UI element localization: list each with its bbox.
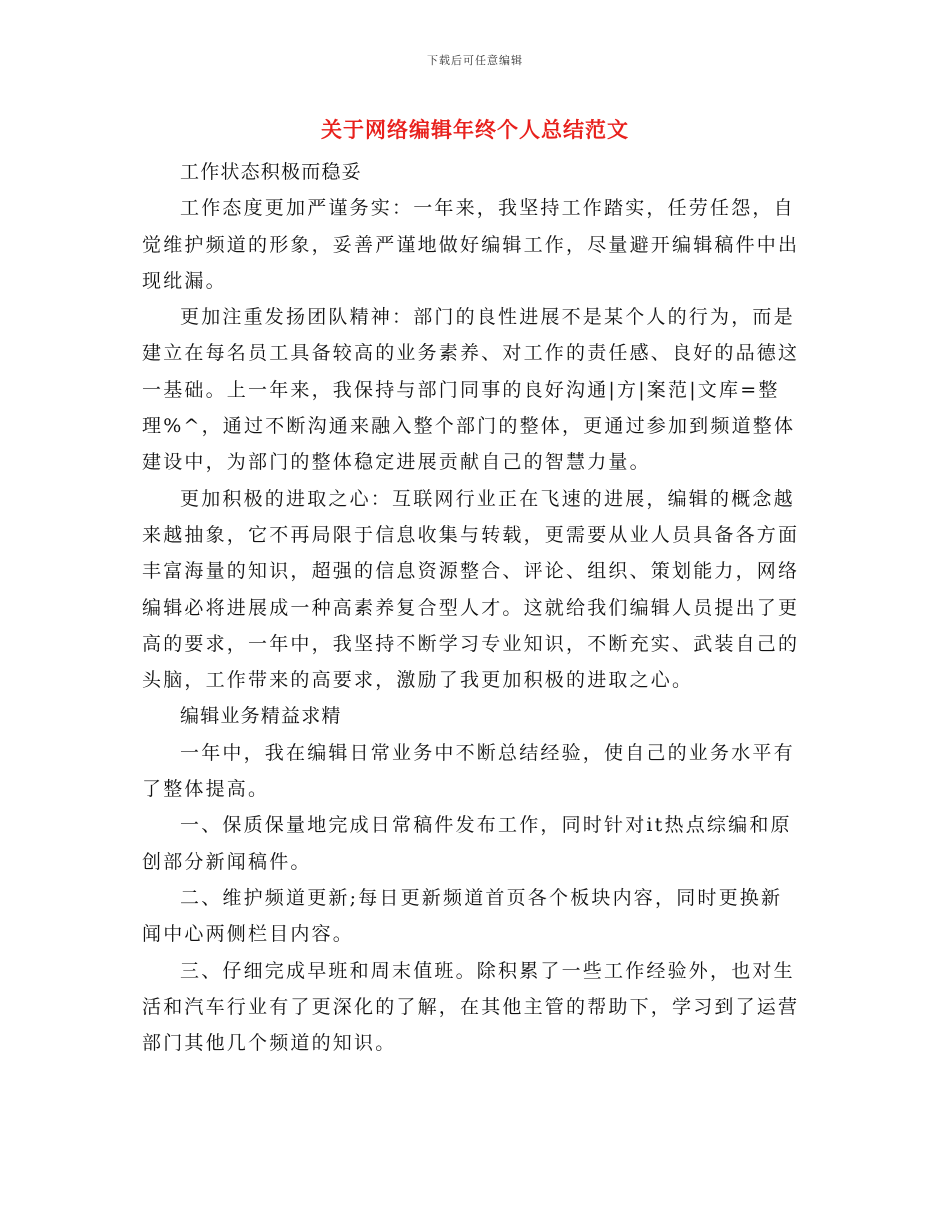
paragraph-summary: 一年中，我在编辑日常业务中不断总结经验，使自己的业务水平有了整体提高。 (142, 741, 795, 801)
paragraph-item-1: 一、保质保量地完成日常稿件发布工作，同时针对it热点综编和原创部分新闻稿件。 (142, 814, 792, 873)
section-heading-work-status: 工作状态积极而稳妥 (180, 161, 362, 183)
paragraph-attitude: 工作态度更加严谨务实：一年来，我坚持工作踏实，任劳任怨，自觉维护频道的形象，妥善严谨地做好编辑工作，尽量避开编辑稿件中出现纰漏。 (142, 197, 800, 292)
paragraph-team-spirit: 更加注重发扬团队精神：部门的良性进展不是某个人的行为，而是建立在每名员工具备较高的业务素养、对工作的责任感、良好的品德这一基础。上一年来，我保持与部门同事的良好沟通|方|案范|文库=整理%^，通过不断沟通来融入整个部门的整体，更通过参加到频道整体建设中，为部门的整体稳定进展贡献自己的智慧力量。 (142, 306, 800, 474)
document-body (142, 154, 802, 1061)
header-note: 下载后可任意编辑 (427, 54, 523, 67)
paragraph-item-3: 三、仔细完成早班和周末值班。除积累了一些工作经验外，也对生活和汽车行业有了更深化的了解，在其他主管的帮助下，学习到了运营部门其他几个频道的知识。 (142, 959, 800, 1055)
paragraph-progress: 更加积极的进取之心：互联网行业正在飞速的进展，编辑的概念越来越抽象，它不再局限于信息收集与转载，更需要从业人员具备各方面丰富海量的知识，超强的信息资源整合、评论、组织、策划能力，网络编辑必将进展成一种高素养复合型人才。这就给我们编辑人员提出了更高的要求，一年中，我坚持不断学习专业知识，不断充实、武装自己的头脑，工作带来的高要求，激励了我更加积极的进取之心。 (142, 487, 800, 692)
section-heading-editing: 编辑业务精益求精 (180, 705, 342, 728)
paragraph-item-2: 二、维护频道更新;每日更新频道首页各个板块内容，同时更换新闻中心两侧栏目内容。 (142, 886, 783, 946)
document-title: 关于网络编辑年终个人总结范文 (321, 118, 629, 142)
